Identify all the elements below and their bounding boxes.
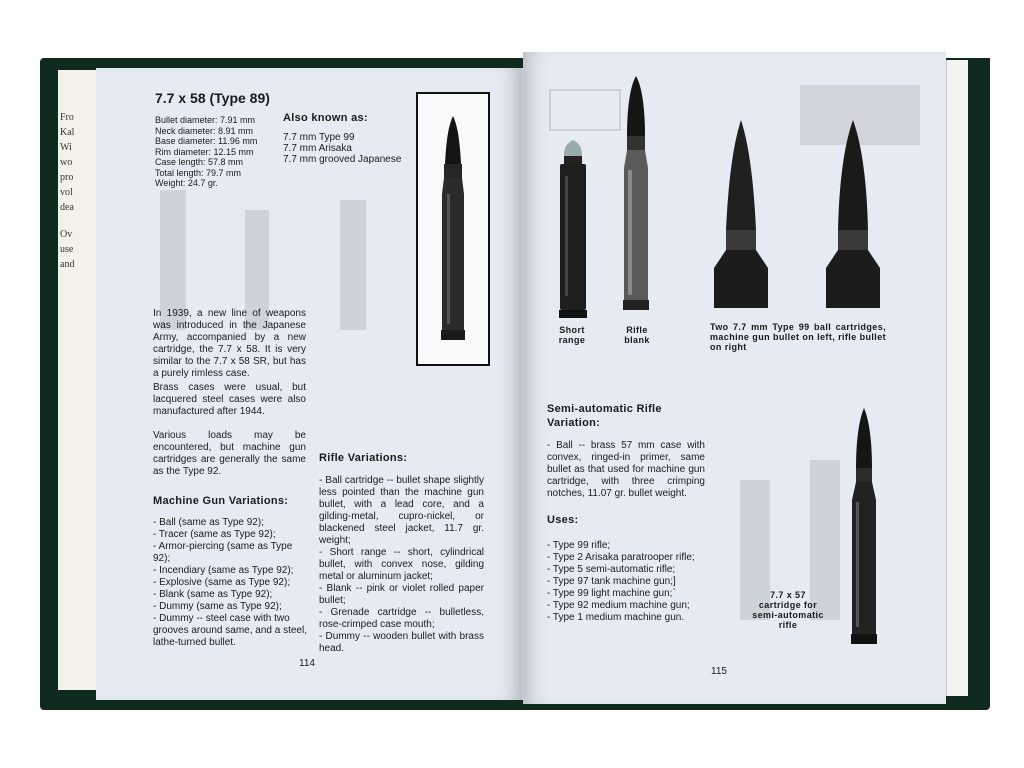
spec-item: Base diameter: 11.96 mm — [155, 136, 258, 146]
list-item: - Explosive (same as Type 92); — [153, 577, 291, 588]
caption-two-cartridges: Two 7.7 mm Type 99 ball cartridges, machine gun bullet on left, rifle bullet on right — [710, 322, 886, 352]
uses-heading: Uses: — [547, 514, 579, 526]
spec-item: Rim diameter: 12.15 mm — [155, 146, 254, 157]
rifle-variations-heading: Rifle Variations: — [319, 452, 408, 464]
list-item: - Type 99 rifle; — [547, 540, 611, 551]
loads-paragraph: Various loads may be encountered, but machine gun cartridges are generally the same as the Type 92. — [153, 430, 306, 477]
list-item: - Type 97 tank machine gun;] — [547, 576, 676, 587]
aka-item: 7.7 mm Type 99 — [283, 132, 355, 143]
list-item: - Dummy -- steel case with two grooves around same, and a steel, lathe-turned bullet. — [153, 613, 307, 648]
aka-list — [283, 132, 401, 165]
cartridge-photo — [418, 94, 488, 364]
list-item: - Blank -- pink or violet rolled paper bullet; — [319, 583, 484, 606]
aka-item: 7.7 mm grooved Japanese — [283, 154, 402, 165]
spec-list — [155, 115, 257, 189]
spec-item: Total length: 79.7 mm — [155, 167, 242, 178]
spec-item: Weight: 24.7 gr. — [155, 178, 218, 188]
mg-variations-list — [153, 517, 308, 649]
aka-heading: Also known as: — [283, 112, 368, 124]
list-item: - Ball cartridge -- bullet shape slightly less pointed than the machine gun bullet, with a lead core, and a gilding-metal, cupro-nickel, or blackened steel jacket, 11.7 gr. weight; — [319, 475, 484, 546]
caption-semi-auto: 7.7 x 57 cartridge for semi-automatic rifle — [752, 590, 824, 630]
list-item: - Tracer (same as Type 92); — [153, 529, 276, 540]
back-cover — [968, 58, 990, 698]
page-number-left: 114 — [299, 658, 315, 669]
short-range-cartridge-photo — [556, 136, 590, 320]
spec-item: Bullet diameter: 7.91 mm — [155, 115, 256, 125]
page-stack-edge — [946, 60, 969, 696]
uses-list — [547, 540, 717, 624]
semi-auto-cartridge-photo — [846, 406, 882, 646]
list-item: - Type 2 Arisaka paratrooper rifle; — [547, 552, 695, 563]
spec-item: Case length: 57.8 mm — [155, 157, 244, 167]
rifle-variations-list — [319, 475, 484, 655]
page-number-right: 115 — [711, 666, 727, 677]
aka-item: 7.7 mm Arisaka — [283, 143, 352, 154]
rifle-bullet-cartridge-photo — [820, 118, 886, 310]
cartridge-photo-frame — [416, 92, 490, 366]
list-item: - Type 92 medium machine gun; — [547, 600, 690, 611]
list-item: - Dummy (same as Type 92); — [153, 601, 282, 612]
list-item: - Type 99 light machine gun;` — [547, 588, 676, 599]
intro-paragraph: In 1939, a new line of weapons was introduced in the Japanese Army, accompanied by a new cartridge, the 7.7 x 58. It is very similar to the 7.7 x 58 SR, but has a purely rimless case. — [153, 308, 306, 379]
list-item: - Incendiary (same as Type 92); — [153, 565, 294, 576]
list-item: - Armor-piercing (same as Type 92); — [153, 541, 293, 564]
list-item: - Type 5 semi-automatic rifle; — [547, 564, 676, 575]
list-item: - Dummy -- wooden bullet with brass head. — [319, 631, 484, 654]
semi-auto-heading: Semi-automatic Rifle Variation: — [547, 403, 662, 429]
page-title: 7.7 x 58 (Type 89) — [155, 90, 270, 106]
semi-auto-text: - Ball -- brass 57 mm case with convex, ringed-in primer, same bullet as that used for machine gun cartridge, with three crimping notches, 11.07 gr. bullet weight. — [547, 440, 705, 499]
caption-rifle-blank: Rifle blank — [624, 325, 650, 345]
list-item: - Ball (same as Type 92); — [153, 517, 264, 528]
caption-short-range: Short range — [558, 325, 586, 345]
list-item: - Short range -- short, cylindrical bullet, with convex nose, gilding metal or aluminum jacket; — [319, 547, 484, 582]
list-item: - Grenade cartridge -- bulletless, rose-crimped case mouth; — [319, 607, 484, 630]
list-item: - Blank (same as Type 92); — [153, 589, 273, 600]
cases-paragraph: Brass cases were usual, but lacquered steel cases were also manufactured after 1944. — [153, 382, 306, 417]
previous-page-text: Fro Kal Wi wo pro vol dea Ov use and — [60, 112, 75, 270]
rifle-blank-photo — [618, 74, 654, 314]
list-item: - Type 1 medium machine gun. — [547, 612, 685, 623]
mg-bullet-cartridge-photo — [708, 118, 774, 310]
spec-item: Neck diameter: 8.91 mm — [155, 125, 254, 136]
mg-variations-heading: Machine Gun Variations: — [153, 495, 289, 507]
